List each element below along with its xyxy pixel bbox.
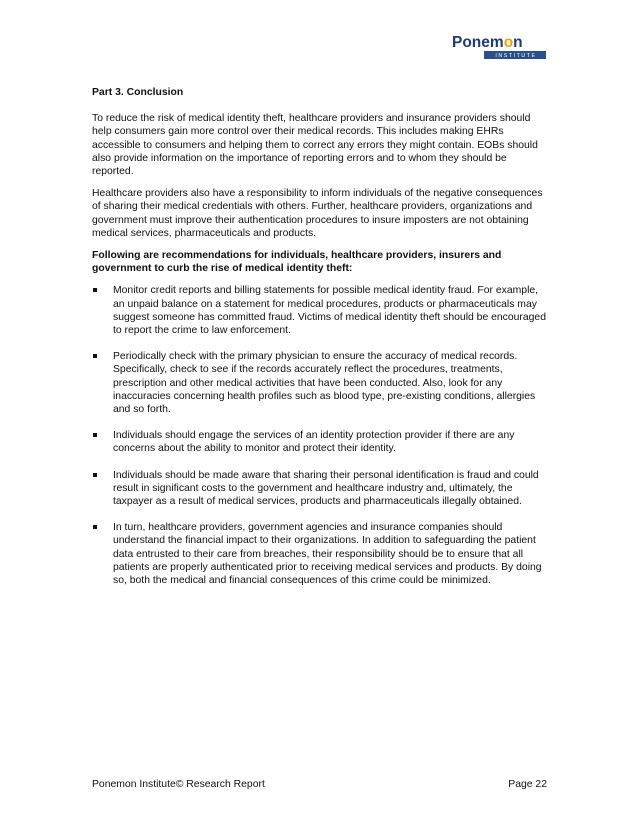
list-item (92, 469, 547, 509)
bullet-icon (93, 288, 97, 292)
section-heading: Part 3. Conclusion (92, 87, 184, 98)
recommendations-intro: Following are recommendations for individuals, healthcare providers, insurers and government to curb the rise of medical identity theft: (92, 250, 502, 275)
recommendations-list (92, 284, 547, 587)
list-item-text: Individuals should engage the services of an identity protection provider if there are any concerns about the ability to monitor and protect their identity. (113, 430, 515, 455)
list-item-text: Individuals should be made aware that sharing their personal identification is fraud and could result in significant costs to the government and healthcare industry and, ultimately, the taxpayer as a result of medical services, products and pharmaceuticals illegally obtained. (113, 469, 539, 508)
logo-wordmark: Ponemon (452, 34, 523, 51)
paragraph-1: To reduce the risk of medical identity theft, healthcare providers and insurance providers should help consumers gain more control over their medical records. This includes making EHRs accessible to consumers and helping them to correct any errors they might contain. EOBs should also provide information on the importance of reporting errors and to whom they should be reported. (92, 113, 538, 178)
list-item-text: Periodically check with the primary physician to ensure the accuracy of medical records. Specifically, check to see if the records accurately reflect the procedures, treatments, prescription and other medical activities that have been conducted. Also, look for any inaccuracies concerning health profiles such as blood type, pre-existing conditions, allergies and so forth. (113, 351, 536, 416)
footer-report-name: Ponemon Institute© Research Report (92, 779, 265, 790)
bullet-icon (93, 354, 97, 358)
logo-subtitle: INSTITUTE (495, 53, 537, 60)
footer-page-number: Page 22 (508, 779, 547, 790)
bullet-icon (93, 473, 97, 477)
ponemon-logo (450, 30, 550, 64)
list-item (92, 521, 547, 587)
list-item (92, 429, 547, 455)
bullet-icon (93, 525, 97, 529)
list-item (92, 284, 547, 337)
list-item-text: Monitor credit reports and billing statements for possible medical identity fraud. For example, an unpaid balance on a statement for medical procedures, products or pharmaceuticals may suggest someone has committed fraud. Victims of medical identity theft should be encouraged to report the crime to law enforcement. (113, 285, 546, 337)
list-item (92, 350, 547, 416)
bullet-icon (93, 433, 97, 437)
paragraph-2: Healthcare providers also have a responsibility to inform individuals of the negative consequences of sharing their medical credentials with others. Further, healthcare providers, organizations and government must improve their authentication procedures to insure imposters are not obtaining medical services, pharmaceuticals and products. (92, 188, 543, 239)
list-item-text: In turn, healthcare providers, government agencies and insurance companies should understand the financial impact to their organizations. In addition to safeguarding the patient data entrusted to their care from breaches, their responsibility should be to ensure that all patients are properly authenticated prior to receiving medical services and products. By doing so, both the medical and financial consequences of this crime could be minimized. (113, 522, 542, 587)
ponemon-logo-graphic (450, 30, 550, 64)
document-body (92, 86, 547, 600)
